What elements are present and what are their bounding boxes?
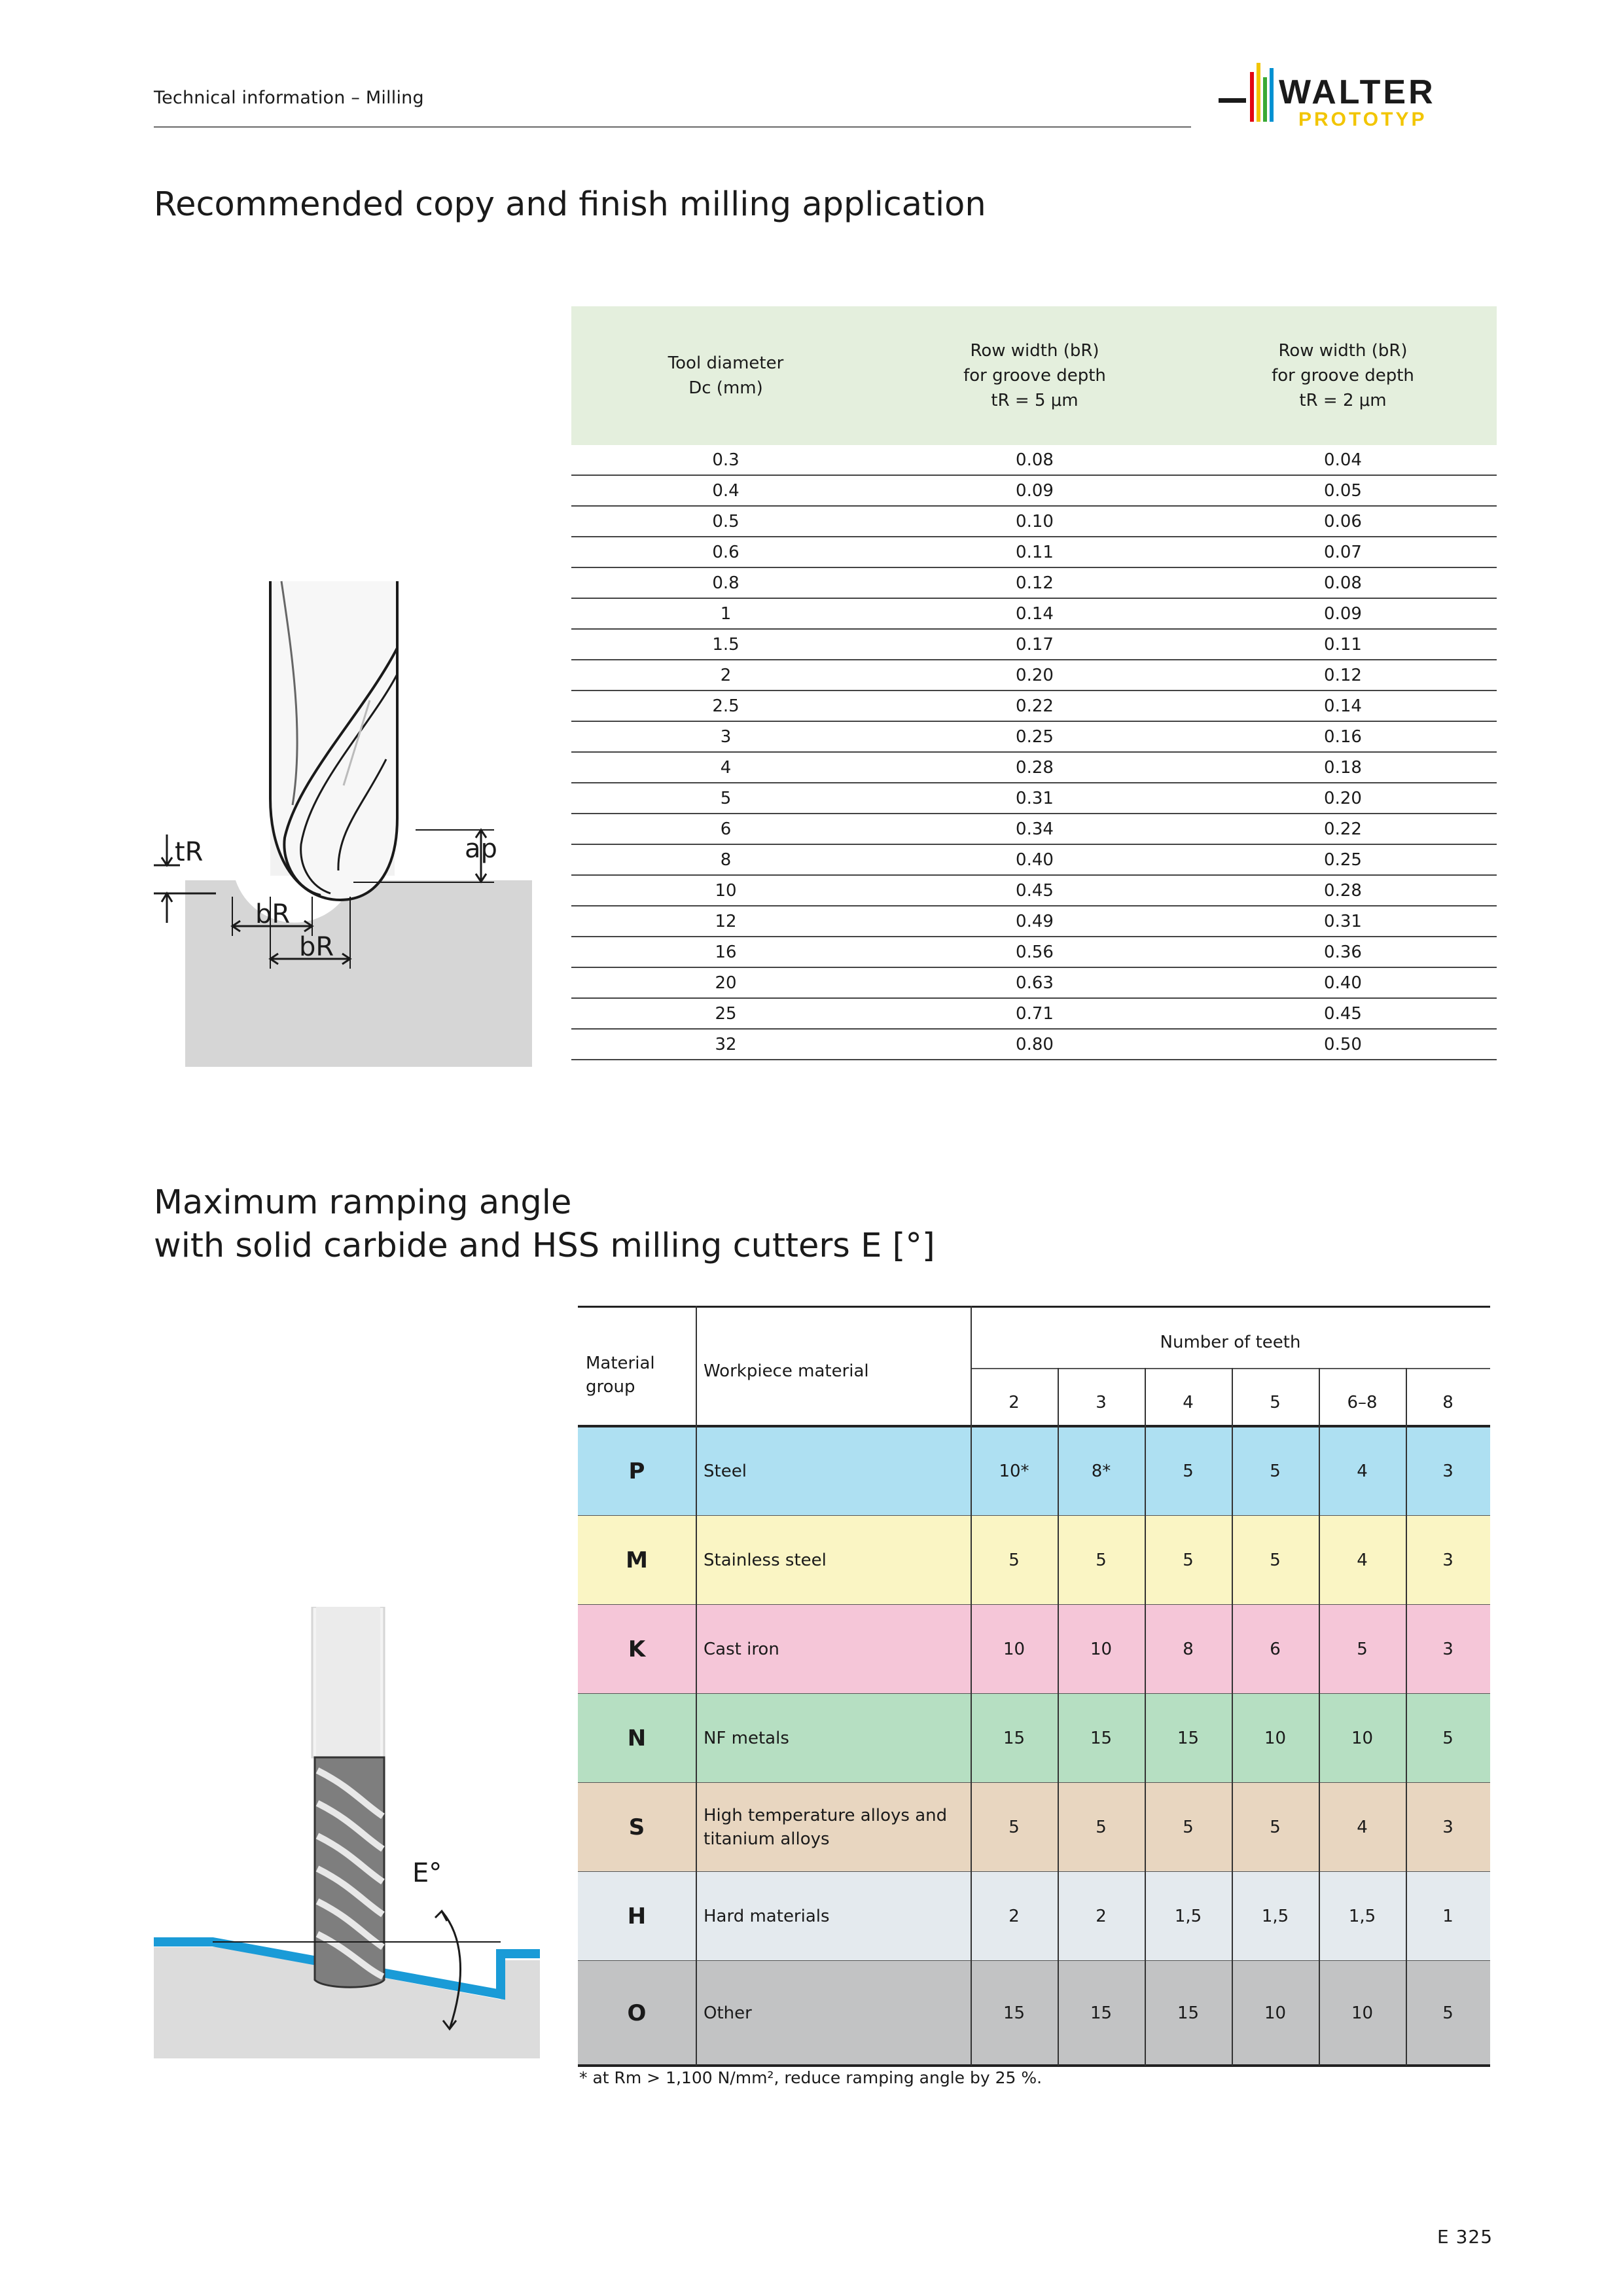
cell-width-5um: 0.34	[1016, 819, 1054, 839]
page-number: E 325	[1437, 2226, 1493, 2248]
cell-material-group: O	[627, 2000, 647, 2026]
ramping-angle-table	[578, 1306, 1490, 2055]
table-row	[571, 660, 1497, 691]
cell-width-2um: 0.45	[1324, 1004, 1362, 1024]
column-divider	[1145, 1368, 1146, 2066]
label-tR: tR	[175, 837, 204, 867]
cell-width-5um: 0.25	[1016, 727, 1054, 747]
table-row	[571, 445, 1497, 476]
footnote: * at Rm > 1,100 N/mm², reduce ramping angle by 25 %.	[579, 2068, 1043, 2087]
cell-width-5um: 0.12	[1016, 573, 1054, 593]
table-row	[571, 937, 1497, 968]
cell-width-2um: 0.50	[1324, 1035, 1362, 1054]
cell-width-5um: 0.28	[1016, 758, 1054, 778]
cell-workpiece-material: Hard materials	[704, 1907, 830, 1926]
section-title-line-1: Maximum ramping angle	[154, 1183, 572, 1222]
cell-workpiece-material: Stainless steel	[704, 1551, 827, 1570]
cell-width-2um: 0.04	[1324, 450, 1362, 470]
header-row-width-2um: Row width (bR) for groove depth tR = 2 μm	[1272, 341, 1414, 410]
cell-angle-value: 8*	[1091, 1462, 1111, 1481]
cell-angle-value: 5	[1270, 1462, 1281, 1481]
cell-angle-value: 10	[1351, 2003, 1374, 2023]
cell-width-2um: 0.08	[1324, 573, 1362, 593]
cell-angle-value: 3	[1442, 1640, 1454, 1659]
cell-diameter: 0.5	[712, 512, 740, 531]
table-row	[571, 599, 1497, 630]
cell-angle-value: 5	[1183, 1462, 1194, 1481]
cell-diameter: 1.5	[712, 635, 740, 655]
cell-workpiece-material: Other	[704, 2003, 752, 2023]
table-row	[571, 630, 1497, 660]
cell-angle-value: 15	[1090, 2003, 1113, 2023]
cell-width-2um: 0.07	[1324, 543, 1362, 562]
cell-angle-value: 5	[1096, 1818, 1107, 1837]
table-row	[571, 876, 1497, 906]
cell-diameter: 12	[715, 912, 737, 931]
cell-material-group: P	[628, 1458, 645, 1484]
table-row	[571, 814, 1497, 845]
cell-width-2um: 0.20	[1324, 789, 1362, 808]
table-row	[571, 906, 1497, 937]
header-teeth-1: 3	[1096, 1393, 1107, 1412]
column-divider	[1232, 1368, 1233, 2066]
cell-width-5um: 0.10	[1016, 512, 1054, 531]
cell-width-5um: 0.45	[1016, 881, 1054, 901]
row-width-table-header	[571, 306, 1497, 445]
cell-workpiece-material: Steel	[704, 1462, 747, 1481]
cell-angle-value: 1	[1442, 1907, 1454, 1926]
header-tool-diameter: Tool diameter Dc (mm)	[668, 353, 784, 398]
cell-angle-value: 2	[1096, 1907, 1107, 1926]
table-row	[571, 691, 1497, 722]
header-material-group: Material group	[586, 1354, 655, 1397]
cell-angle-value: 3	[1442, 1551, 1454, 1570]
cell-material-group: S	[628, 1814, 645, 1840]
cell-angle-value: 2	[1008, 1907, 1020, 1926]
cell-width-5um: 0.31	[1016, 789, 1054, 808]
cell-width-2um: 0.22	[1324, 819, 1362, 839]
cell-diameter: 20	[715, 973, 737, 993]
cell-angle-value: 4	[1357, 1462, 1368, 1481]
cell-angle-value: 10	[1003, 1640, 1026, 1659]
table-row	[571, 507, 1497, 537]
section-title-copy-milling: Recommended copy and finish milling application	[154, 185, 986, 224]
cell-width-2um: 0.06	[1324, 512, 1362, 531]
cell-diameter: 2.5	[712, 696, 740, 716]
cell-diameter: 16	[715, 942, 737, 962]
label-ap: ap	[465, 834, 497, 864]
header-teeth-0: 2	[1008, 1393, 1020, 1412]
cell-width-5um: 0.22	[1016, 696, 1054, 716]
logo-sub-text: PROTOTYP	[1298, 109, 1427, 130]
cell-angle-value: 10	[1351, 1729, 1374, 1748]
cell-width-2um: 0.18	[1324, 758, 1362, 778]
cell-angle-value: 4	[1357, 1551, 1368, 1570]
cell-width-5um: 0.49	[1016, 912, 1054, 931]
cell-material-group: H	[627, 1903, 647, 1929]
table-row	[571, 753, 1497, 783]
cell-material-group: K	[628, 1636, 646, 1662]
header-divider	[154, 126, 1191, 128]
header-teeth-3: 5	[1270, 1393, 1281, 1412]
header-number-of-teeth: Number of teeth	[1160, 1333, 1301, 1352]
cell-width-5um: 0.14	[1016, 604, 1054, 624]
cell-width-5um: 0.56	[1016, 942, 1054, 962]
header-row-width-5um: Row width (bR) for groove depth tR = 5 μm	[963, 341, 1106, 410]
cell-width-2um: 0.12	[1324, 666, 1362, 685]
cell-workpiece-material: NF metals	[704, 1729, 789, 1748]
logo-brand-text: WALTER	[1279, 73, 1436, 111]
cell-width-2um: 0.40	[1324, 973, 1362, 993]
section-title-line-2: with solid carbide and HSS milling cutters E [°]	[154, 1227, 935, 1265]
cell-diameter: 1	[720, 604, 732, 624]
cell-width-5um: 0.71	[1016, 1004, 1054, 1024]
cell-diameter: 25	[715, 1004, 737, 1024]
cell-angle-value: 15	[1003, 1729, 1026, 1748]
cell-width-2um: 0.11	[1324, 635, 1362, 655]
cell-angle-value: 5	[1183, 1818, 1194, 1837]
header-teeth-4: 6–8	[1347, 1393, 1378, 1412]
cell-width-5um: 0.11	[1016, 543, 1054, 562]
column-divider	[1319, 1368, 1320, 2066]
cell-angle-value: 10	[1264, 1729, 1287, 1748]
cell-angle-value: 15	[1177, 1729, 1200, 1748]
cell-workpiece-material: Cast iron	[704, 1640, 779, 1659]
cell-angle-value: 15	[1090, 1729, 1113, 1748]
label-E: E°	[412, 1858, 442, 1888]
column-divider	[971, 1306, 972, 2066]
cell-angle-value: 1,5	[1174, 1907, 1202, 1926]
cell-width-2um: 0.36	[1324, 942, 1362, 962]
label-bR-1: bR	[255, 899, 291, 929]
cell-angle-value: 8	[1183, 1640, 1194, 1659]
walter-prototyp-logo	[1219, 60, 1493, 132]
cell-diameter: 2	[720, 666, 732, 685]
section-title-ramping-angle	[154, 1181, 935, 1268]
cell-width-5um: 0.80	[1016, 1035, 1054, 1054]
table-row	[571, 476, 1497, 507]
cell-width-2um: 0.05	[1324, 481, 1362, 501]
table-row	[571, 783, 1497, 814]
cell-width-2um: 0.28	[1324, 881, 1362, 901]
cell-material-group: M	[626, 1547, 648, 1573]
cell-diameter: 0.8	[712, 573, 740, 593]
cell-diameter: 5	[720, 789, 732, 808]
table-row	[571, 1030, 1497, 1060]
teeth-header-rule	[971, 1368, 1490, 1369]
cell-angle-value: 5	[1442, 2003, 1454, 2023]
cell-diameter: 4	[720, 758, 732, 778]
cell-angle-value: 3	[1442, 1462, 1454, 1481]
cell-angle-value: 5	[1270, 1551, 1281, 1570]
cell-angle-value: 10	[1264, 2003, 1287, 2023]
cell-angle-value: 5	[1357, 1640, 1368, 1659]
cell-angle-value: 1,5	[1261, 1907, 1289, 1926]
table-row	[571, 568, 1497, 599]
cell-angle-value: 5	[1183, 1551, 1194, 1570]
cell-angle-value: 5	[1270, 1818, 1281, 1837]
cell-width-5um: 0.63	[1016, 973, 1054, 993]
cell-angle-value: 10	[1090, 1640, 1113, 1659]
cell-angle-value: 5	[1096, 1551, 1107, 1570]
cell-angle-value: 5	[1008, 1818, 1020, 1837]
table-row	[571, 968, 1497, 999]
cell-workpiece-material: High temperature alloys and titanium alloys	[704, 1806, 948, 1849]
header-teeth-2: 4	[1183, 1393, 1194, 1412]
cell-angle-value: 5	[1008, 1551, 1020, 1570]
header-bottom-rule	[578, 1425, 1490, 1427]
column-divider	[1406, 1368, 1407, 2066]
table-row	[571, 537, 1497, 568]
cell-angle-value: 15	[1177, 2003, 1200, 2023]
cell-diameter: 10	[715, 881, 737, 901]
cell-angle-value: 6	[1270, 1640, 1281, 1659]
cell-angle-value: 15	[1003, 2003, 1026, 2023]
cell-diameter: 32	[715, 1035, 737, 1054]
section-header: Technical information – Milling	[154, 88, 424, 108]
cell-angle-value: 4	[1357, 1818, 1368, 1837]
cell-diameter: 0.3	[712, 450, 740, 470]
cell-width-5um: 0.20	[1016, 666, 1054, 685]
table-row	[571, 845, 1497, 876]
table-row	[571, 999, 1497, 1030]
cell-width-5um: 0.08	[1016, 450, 1054, 470]
header-workpiece-material: Workpiece material	[704, 1361, 869, 1381]
column-divider	[696, 1306, 697, 2066]
cell-diameter: 6	[720, 819, 732, 839]
cell-width-2um: 0.16	[1324, 727, 1362, 747]
cell-width-2um: 0.14	[1324, 696, 1362, 716]
table-top-rule	[578, 1306, 1490, 1308]
cell-width-2um: 0.31	[1324, 912, 1362, 931]
ramping-angle-diagram	[154, 1607, 540, 2058]
cell-width-5um: 0.09	[1016, 481, 1054, 501]
column-divider	[1058, 1368, 1059, 2066]
cell-diameter: 8	[720, 850, 732, 870]
cell-material-group: N	[627, 1725, 647, 1751]
cell-angle-value: 5	[1442, 1729, 1454, 1748]
cell-width-5um: 0.17	[1016, 635, 1054, 655]
row-width-table-body	[571, 445, 1497, 1060]
table-row	[571, 722, 1497, 753]
cell-width-2um: 0.25	[1324, 850, 1362, 870]
header-teeth-5: 8	[1442, 1393, 1454, 1412]
cell-width-5um: 0.40	[1016, 850, 1054, 870]
cell-width-2um: 0.09	[1324, 604, 1362, 624]
cell-diameter: 0.6	[712, 543, 740, 562]
cell-angle-value: 1,5	[1348, 1907, 1376, 1926]
cell-diameter: 3	[720, 727, 732, 747]
cell-angle-value: 10*	[999, 1462, 1029, 1481]
cell-diameter: 0.4	[712, 481, 740, 501]
label-bR-2: bR	[299, 932, 334, 962]
table-bottom-rule	[578, 2064, 1490, 2067]
ball-nose-cutter-diagram	[154, 569, 540, 1067]
cell-angle-value: 3	[1442, 1818, 1454, 1837]
